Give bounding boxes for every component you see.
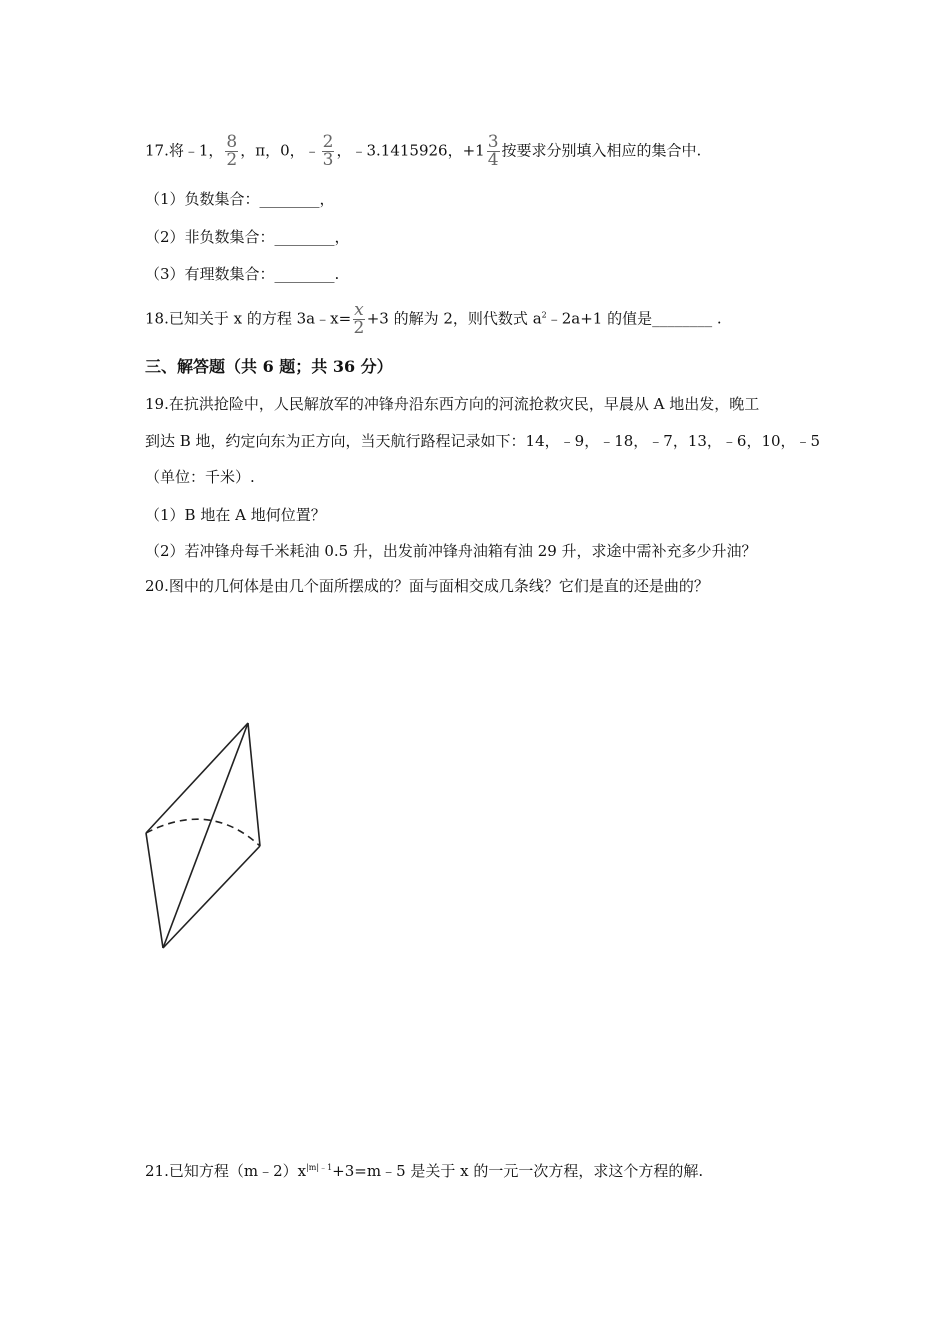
section-heading: 三、解答题（共 6 题；共 36 分） [145, 357, 393, 376]
q18-mid: +3 的解为 2，则代数式 a [366, 309, 542, 328]
fraction-2-3 [322, 134, 335, 169]
fraction-denominator: 3 [322, 150, 334, 170]
fraction-x-2 [353, 302, 365, 337]
q19-sub1: （1）B 地在 A 地何位置？ [145, 506, 326, 524]
q20-text: 20.图中的几何体是由几个面所摆成的？面与面相交成几条线？它们是直的还是曲的？ [145, 577, 709, 595]
q17-sub3: （3）有理数集合：________. [145, 265, 340, 283]
q18-suffix: ﹣2a+1 的值是________ . [546, 309, 722, 328]
edge-left-bottom [146, 833, 163, 948]
fraction-3-4 [487, 134, 500, 169]
edge-apex-bottom [163, 723, 248, 948]
q18-prefix: 18.已知关于 x 的方程 3a﹣x= [145, 309, 352, 328]
geometric-solid-figure [130, 710, 280, 970]
q17-sub1: （1）负数集合：________， [145, 190, 335, 208]
edge-apex-left [146, 723, 248, 833]
q17-prefix: 17.将﹣1， [145, 141, 224, 160]
q19-line2: 到达 B 地，约定向东为正方向，当天航行路程记录如下：14，﹣9，﹣18，﹣7，13，﹣6，10，﹣5 [145, 432, 821, 450]
q19-line1: 19.在抗洪抢险中，人民解放军的冲锋舟沿东西方向的河流抢救灾民，早晨从 A 地出发，晚工 [145, 395, 760, 413]
q17-line [145, 134, 701, 169]
q21-prefix: 21.已知方程（m﹣2）x [145, 1162, 307, 1180]
q17-mid1: ，π，0，﹣ [240, 141, 320, 160]
q21-exponent: |m|﹣1 [306, 1163, 333, 1172]
fraction-denominator: 4 [487, 150, 499, 170]
fraction-numerator: 8 [226, 132, 238, 152]
q21-suffix: +3=m﹣5 是关于 x 的一元一次方程，求这个方程的解. [332, 1162, 704, 1180]
fraction-denominator: 2 [226, 150, 238, 170]
q17-suffix: 按要求分别填入相应的集合中. [501, 141, 702, 160]
edge-apex-right [248, 723, 260, 846]
q18-line [145, 302, 722, 337]
q19-line3: （单位：千米）. [145, 468, 255, 486]
q17-mid2: ，﹣3.1415926，+1 [336, 141, 485, 160]
q21-line [145, 1158, 703, 1181]
q17-sub2: （2）非负数集合：________， [145, 228, 350, 246]
fraction-denominator: 2 [353, 318, 365, 338]
q18-superscript: 2 [541, 310, 547, 320]
fraction-numerator: 2 [322, 132, 334, 152]
fraction-numerator: x [354, 300, 364, 320]
fraction-8-2 [225, 134, 238, 169]
q19-sub2: （2）若冲锋舟每千米耗油 0.5 升，出发前冲锋舟油箱有油 29 升，求途中需补充多少升油？ [145, 542, 757, 560]
fraction-numerator: 3 [487, 132, 499, 152]
edge-right-bottom [163, 846, 260, 948]
